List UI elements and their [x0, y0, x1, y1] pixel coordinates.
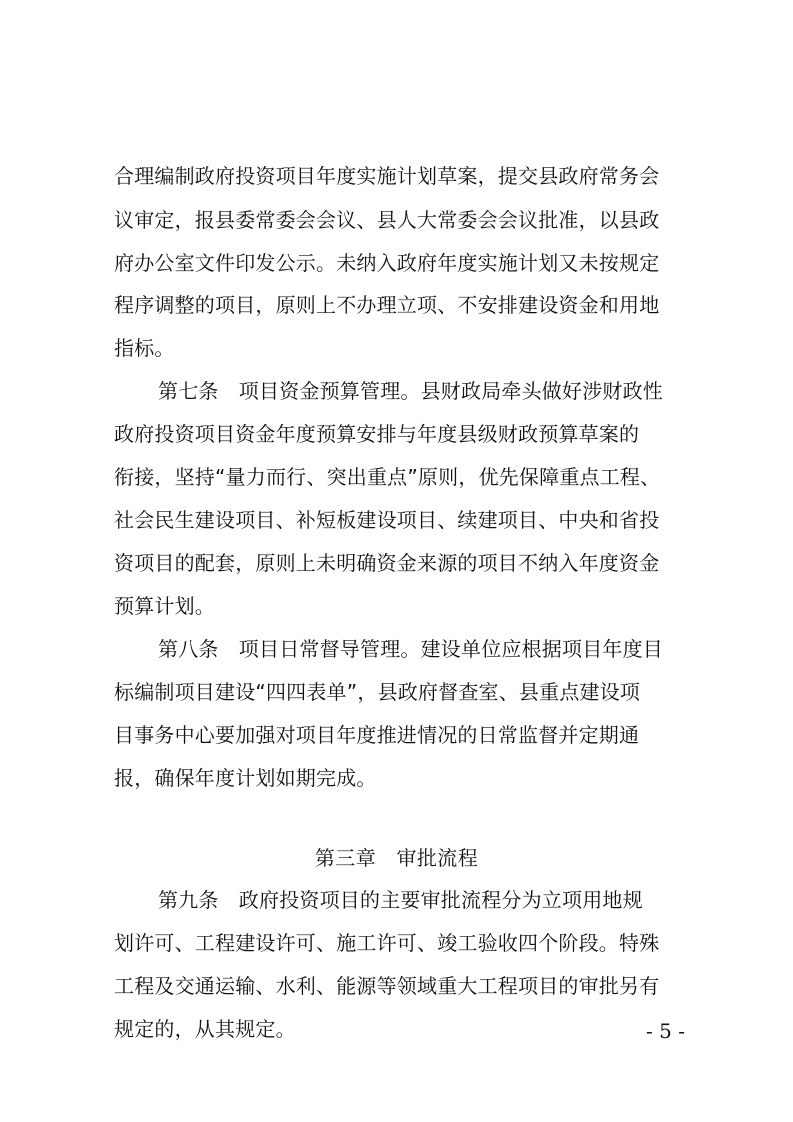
article-7-line: 第七条 项目资金预算管理。县财政局牵头做好涉财政性 [158, 379, 663, 403]
paragraph-line: 指标。 [114, 336, 175, 360]
paragraph-line: 府办公室文件印发公示。未纳入政府年度实施计划又未按规定 [114, 251, 660, 275]
paragraph-line: 议审定，报县委常委会会议、县人大常委会会议批准，以县政 [114, 208, 660, 232]
paragraph-line: 工程及交通运输、水利、能源等领域重大工程项目的审批另有 [114, 974, 660, 998]
paragraph-line: 标编制项目建设“四四表单”，县政府督查室、县重点建设项 [114, 680, 641, 704]
paragraph-line: 社会民生建设项目、补短板建设项目、续建项目、中央和省投 [114, 508, 660, 532]
paragraph-line: 划许可、工程建设许可、施工许可、竣工验收四个阶段。特殊 [114, 931, 660, 955]
paragraph-line: 衔接，坚持“量力而行、突出重点”原则，优先保障重点工程、 [114, 465, 661, 489]
article-9-line: 第九条 政府投资项目的主要审批流程分为立项用地规 [158, 888, 643, 912]
paragraph-line: 程序调整的项目，原则上不办理立项、不安排建设资金和用地 [114, 293, 660, 317]
page-number: - 5 - [646, 1019, 685, 1043]
paragraph-line: 预算计划。 [114, 594, 215, 618]
paragraph-line: 报，确保年度计划如期完成。 [114, 766, 377, 790]
paragraph-line: 规定的，从其规定。 [114, 1017, 296, 1041]
paragraph-line: 目事务中心要加强对项目年度推进情况的日常监督并定期通 [114, 723, 640, 747]
paragraph-line: 合理编制政府投资项目年度实施计划草案，提交县政府常务会 [114, 164, 660, 188]
article-8-line: 第八条 项目日常督导管理。建设单位应根据项目年度目 [158, 637, 663, 661]
chapter-heading: 第三章 审批流程 [314, 846, 479, 870]
paragraph-line: 资项目的配套，原则上未明确资金来源的项目不纳入年度资金 [114, 551, 660, 575]
paragraph-line: 政府投资项目资金年度预算安排与年度县级财政预算草案的 [114, 422, 640, 446]
